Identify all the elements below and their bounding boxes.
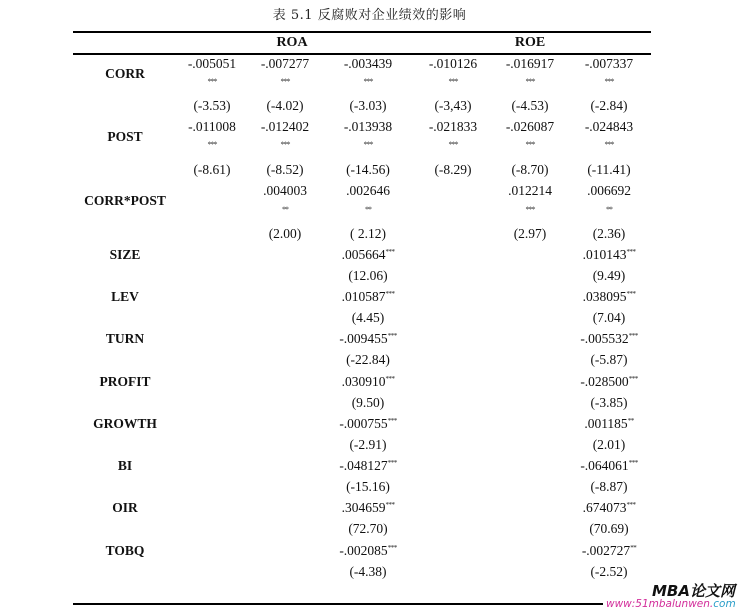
significance-stars: *** (448, 77, 458, 86)
row-label-size: SIZE (109, 247, 141, 262)
t-stat-cell: (-5.87) (590, 352, 628, 367)
significance-stars: *** (280, 77, 290, 86)
row-label-growth: GROWTH (93, 416, 157, 431)
t-stat-cell: (-3.03) (349, 98, 387, 113)
group-header-roa: ROA (276, 35, 308, 50)
t-stat-cell: (-2.84) (590, 98, 628, 113)
row-label-lev: LEV (111, 289, 139, 304)
watermark-brand: MBA论文网 (652, 582, 735, 600)
t-stat-cell: (-8.87) (590, 479, 628, 494)
coef-cell: -.003439 (343, 56, 393, 71)
coef-cell: .002646 (346, 183, 390, 198)
t-stat-cell: (-2.91) (349, 437, 387, 452)
coef-cell: .038095*** (582, 289, 636, 304)
coef-cell: -.010126 (428, 56, 478, 71)
group-header-roe: ROE (514, 35, 546, 50)
significance-stars: *** (385, 501, 395, 509)
t-stat-cell: (7.04) (592, 310, 626, 325)
coef-cell: .004003 (263, 183, 307, 198)
row-label-corr: CORR (105, 66, 145, 81)
coef-cell: -.005532*** (580, 331, 638, 346)
t-stat-cell: (4.45) (351, 310, 385, 325)
table-caption: 表 5.1 反腐败对企业绩效的影响 (272, 8, 467, 23)
significance-stars: *** (385, 290, 395, 298)
t-stat-cell: (2.97) (513, 226, 547, 241)
row-label-corr-post: CORR*POST (84, 193, 166, 208)
significance-stars: *** (628, 332, 638, 340)
significance-stars: *** (626, 290, 636, 298)
table-top-rule (73, 31, 651, 33)
significance-stars: *** (363, 77, 373, 86)
t-stat-cell: (-22.84) (346, 352, 390, 367)
row-label-tobq: TOBQ (105, 543, 145, 558)
t-stat-cell: (70.69) (589, 521, 629, 536)
significance-stars: *** (387, 459, 397, 467)
t-stat-cell: (-8.61) (193, 162, 231, 177)
significance-stars: *** (385, 248, 395, 256)
coef-cell: .005664*** (341, 247, 395, 262)
significance-stars: *** (628, 459, 638, 467)
significance-stars: *** (628, 375, 638, 383)
coef-cell: -.005051 (187, 56, 237, 71)
significance-stars: ** (627, 417, 634, 425)
t-stat-cell: (-15.16) (346, 479, 390, 494)
table-header-rule (73, 53, 651, 55)
t-stat-cell: (-11.41) (587, 162, 631, 177)
t-stat-cell: (-8.52) (266, 162, 304, 177)
coef-cell: -.028500*** (580, 374, 638, 389)
t-stat-cell: (-2.52) (590, 564, 628, 579)
t-stat-cell: (-3.85) (590, 395, 628, 410)
significance-stars: *** (207, 140, 217, 149)
t-stat-cell: (-3,43) (434, 98, 472, 113)
coef-cell: -.011008 (188, 119, 236, 134)
coef-cell: -.007337 (584, 56, 634, 71)
significance-stars: *** (626, 501, 636, 509)
coef-cell: -.013938 (343, 119, 393, 134)
significance-stars: *** (387, 332, 397, 340)
significance-stars: *** (387, 544, 397, 552)
significance-stars: *** (604, 140, 614, 149)
coef-cell: .010587*** (341, 289, 395, 304)
t-stat-cell: (-8.29) (434, 162, 472, 177)
row-label-oir: OIR (112, 500, 138, 515)
coef-cell: -.048127*** (339, 458, 397, 473)
significance-stars: *** (604, 77, 614, 86)
t-stat-cell: (9.49) (592, 268, 626, 283)
significance-stars: *** (387, 417, 397, 425)
significance-stars: *** (626, 248, 636, 256)
table-bottom-rule (73, 603, 603, 605)
significance-stars: *** (525, 77, 535, 86)
t-stat-cell: (2.36) (592, 226, 626, 241)
coef-cell: .304659*** (341, 500, 395, 515)
t-stat-cell: (72.70) (348, 521, 388, 536)
coef-cell: -.064061*** (580, 458, 638, 473)
coef-cell: .012214 (508, 183, 552, 198)
coef-cell: .030910*** (341, 374, 395, 389)
coef-cell: -.024843 (584, 119, 634, 134)
t-stat-cell: (9.50) (351, 395, 385, 410)
significance-stars: ** (606, 205, 612, 214)
row-label-profit: PROFIT (99, 374, 151, 389)
t-stat-cell: (-8.70) (511, 162, 549, 177)
t-stat-cell: (-3.53) (193, 98, 231, 113)
significance-stars: *** (448, 140, 458, 149)
significance-stars: ** (282, 205, 288, 214)
coef-cell: -.002085*** (339, 543, 397, 558)
t-stat-cell: (-14.56) (346, 162, 390, 177)
t-stat-cell: (12.06) (348, 268, 388, 283)
t-stat-cell: (-4.53) (511, 98, 549, 113)
significance-stars: *** (280, 140, 290, 149)
watermark-url: www:51mbalunwen.com (606, 598, 736, 610)
row-label-bi: BI (117, 458, 133, 473)
coef-cell: -.012402 (260, 119, 310, 134)
t-stat-cell: (2.01) (592, 437, 626, 452)
coef-cell: .674073*** (582, 500, 636, 515)
t-stat-cell: ( 2.12) (350, 226, 386, 241)
coef-cell: -.002727** (581, 543, 637, 558)
row-label-post: POST (107, 129, 143, 144)
coef-cell: -.026087 (505, 119, 555, 134)
significance-stars: *** (525, 205, 535, 214)
significance-stars: *** (385, 375, 395, 383)
coef-cell: -.021833 (428, 119, 478, 134)
t-stat-cell: (2.00) (268, 226, 302, 241)
significance-stars: ** (630, 544, 637, 552)
coef-cell: .010143*** (582, 247, 636, 262)
coef-cell: -.007277 (260, 56, 310, 71)
coef-cell: .001185** (584, 416, 634, 431)
coef-cell: -.000755*** (339, 416, 397, 431)
t-stat-cell: (-4.02) (266, 98, 304, 113)
coef-cell: -.009455*** (339, 331, 397, 346)
significance-stars: *** (207, 77, 217, 86)
coef-cell: .006692 (587, 183, 631, 198)
significance-stars: *** (525, 140, 535, 149)
t-stat-cell: (-4.38) (349, 564, 387, 579)
significance-stars: *** (363, 140, 373, 149)
coef-cell: -.016917 (505, 56, 555, 71)
significance-stars: ** (365, 205, 371, 214)
row-label-turn: TURN (105, 331, 145, 346)
